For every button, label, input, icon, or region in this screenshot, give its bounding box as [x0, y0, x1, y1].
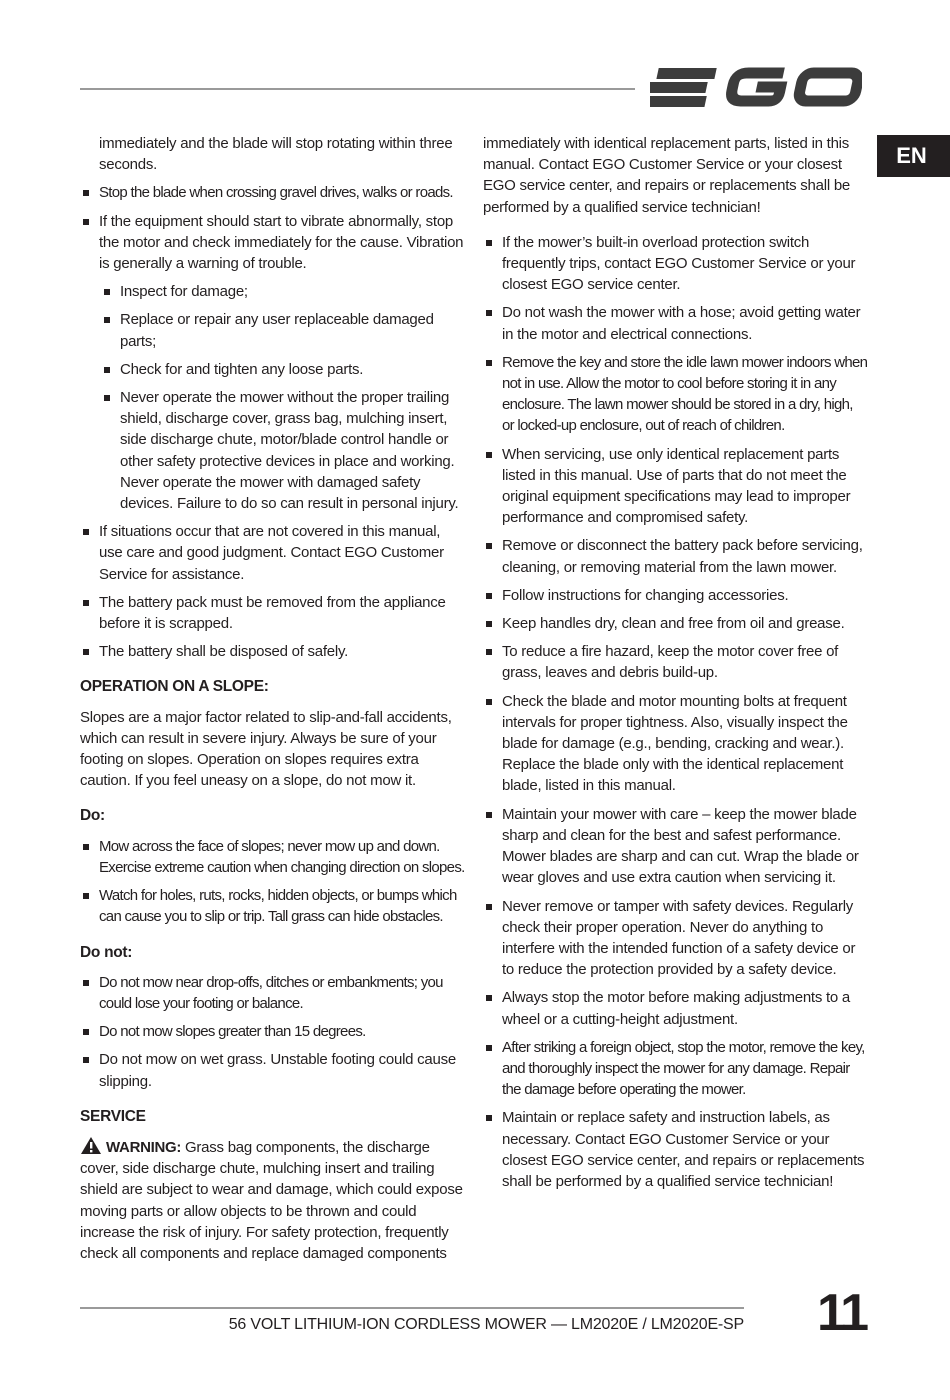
list-item: When servicing, use only identical replacement parts listed in this manual. Use of parts that do not meet the original equipment specifications may lead to improper performance and compromised safety. — [483, 444, 868, 529]
safety-list — [80, 182, 465, 274]
warning-label: WARNING: — [106, 1138, 182, 1156]
list-item: If the mower’s built-in overload protection switch frequently trips, contact EGO Customer Service or your closest EGO service center. — [483, 232, 868, 296]
footer-rule — [80, 1307, 744, 1309]
list-item: Remove or disconnect the battery pack before servicing, cleaning, or removing material from the lawn mower. — [483, 535, 868, 577]
warning-triangle-icon — [80, 1136, 102, 1155]
do-not-list — [80, 972, 465, 1092]
list-item: The battery shall be disposed of safely. — [80, 641, 465, 662]
warning-paragraph — [80, 1136, 465, 1264]
slope-paragraph: Slopes are a major factor related to slip-and-fall accidents, which can result in severe injury. Always be sure of your footing on slopes. Operation on slopes requires extra caution. If you feel uneasy on a slope, do not mow it. — [80, 708, 452, 790]
sub-list-item: Replace or repair any user replaceable damaged parts; — [101, 309, 465, 351]
list-item: After striking a foreign object, stop the motor, remove the key, and thoroughly inspect the mower for any damage. Repair the damage before operating the mower. — [483, 1037, 868, 1101]
list-item: Check the blade and motor mounting bolts at frequent intervals for proper tightness. Also, visually inspect the blade for damage (e.g., bending, cracking and wear.). Replace the blade only with the identical replacement blade, listed in this manual. — [483, 691, 868, 797]
list-item: Do not mow on wet grass. Unstable footing could cause slipping. — [80, 1049, 465, 1091]
list-item: Mow across the face of slopes; never mow up and down. Exercise extreme caution when changing direction on slopes. — [80, 836, 465, 878]
left-column — [80, 133, 465, 1274]
list-item: Always stop the motor before making adjustments to a wheel or a cutting-height adjustment. — [483, 987, 868, 1029]
sub-list — [80, 281, 465, 514]
list-item: Stop the blade when crossing gravel drives, walks or roads. — [80, 182, 465, 203]
list-item: Never remove or tamper with safety devices. Regularly check their proper operation. Never do anything to interfere with the intended function of a safety device or to reduce the protection provided by a safety device. — [483, 896, 868, 981]
language-tab: EN — [877, 135, 950, 177]
sub-list-item: Check for and tighten any loose parts. — [101, 359, 465, 380]
paragraph-continuation: immediately with identical replacement parts, listed in this manual. Contact EGO Customer Service or your closest EGO service center, and repairs or replacements shall be performed by a qualified service technician! — [483, 135, 851, 216]
list-item: Keep handles dry, clean and free from oil and grease. — [483, 613, 868, 634]
list-item: If situations occur that are not covered in this manual, use care and good judgment. Contact EGO Customer Service for assistance. — [80, 521, 465, 585]
section-heading-do: Do: — [80, 807, 105, 825]
list-item: Watch for holes, ruts, rocks, hidden objects, or bumps which can cause you to slip or trip. Tall grass can hide obstacles. — [80, 885, 465, 927]
safety-list — [80, 521, 465, 662]
list-item: Maintain or replace safety and instruction labels, as necessary. Contact EGO Customer Service or your closest EGO service center, and repairs or replacements shall be performed by a qualified service technician! — [483, 1107, 868, 1192]
ego-logo — [650, 62, 862, 112]
list-item: Do not mow near drop-offs, ditches or embankments; you could lose your footing or balance. — [80, 972, 465, 1014]
sub-list-item: Inspect for damage; — [101, 281, 465, 302]
warning-text: Grass bag components, the discharge cover, side discharge chute, mulching insert and trailing shield are subject to wear and damage, which could expose moving parts or allow objects to be thrown and could increase the risk of injury. For safety protection, frequently check all components and replace damaged components — [80, 1138, 463, 1262]
paragraph-continuation: immediately and the blade will stop rotating within three seconds. — [99, 135, 453, 174]
header-rule — [80, 88, 635, 90]
list-item: Remove the key and store the idle lawn mower indoors when not in use. Allow the motor to cool before storing it in any enclosure. The lawn mower should be stored in a dry, high, or locked-up enclosure, out of reach of children. — [483, 352, 868, 437]
sub-list-item: Never operate the mower without the proper trailing shield, discharge cover, grass bag, mulching insert, side discharge chute, motor/blade control handle or other safety protective devices in place and working. Never operate the mower with damaged safety devices. Failure to do so can result in personal injury. — [101, 387, 465, 514]
list-item: The battery pack must be removed from the appliance before it is scrapped. — [80, 592, 465, 634]
service-list — [483, 232, 868, 1192]
do-list — [80, 836, 465, 928]
page-number: 11 — [817, 1284, 866, 1342]
list-item: If the equipment should start to vibrate abnormally, stop the motor and check immediately for the cause. Vibration is generally a warning of trouble. — [80, 211, 465, 275]
list-item: Do not mow slopes greater than 15 degrees. — [80, 1021, 465, 1042]
section-heading-do-not: Do not: — [80, 943, 133, 961]
section-heading-slope: OPERATION ON A SLOPE: — [80, 678, 269, 696]
list-item: Follow instructions for changing accessories. — [483, 585, 868, 606]
footer-product-line: 56 VOLT LITHIUM-ION CORDLESS MOWER — LM2020E / LM2020E-SP — [228, 1316, 744, 1333]
right-column — [483, 133, 868, 1199]
list-item: To reduce a fire hazard, keep the motor cover free of grass, leaves and debris build-up. — [483, 641, 868, 683]
list-item: Maintain your mower with care – keep the mower blade sharp and clean for the best and safest performance. Mower blades are sharp and can cut. Wrap the blade or wear gloves and use extra caution when servicing it. — [483, 804, 868, 889]
section-heading-service: SERVICE — [80, 1107, 146, 1125]
list-item: Do not wash the mower with a hose; avoid getting water in the motor and electrical connections. — [483, 302, 868, 344]
